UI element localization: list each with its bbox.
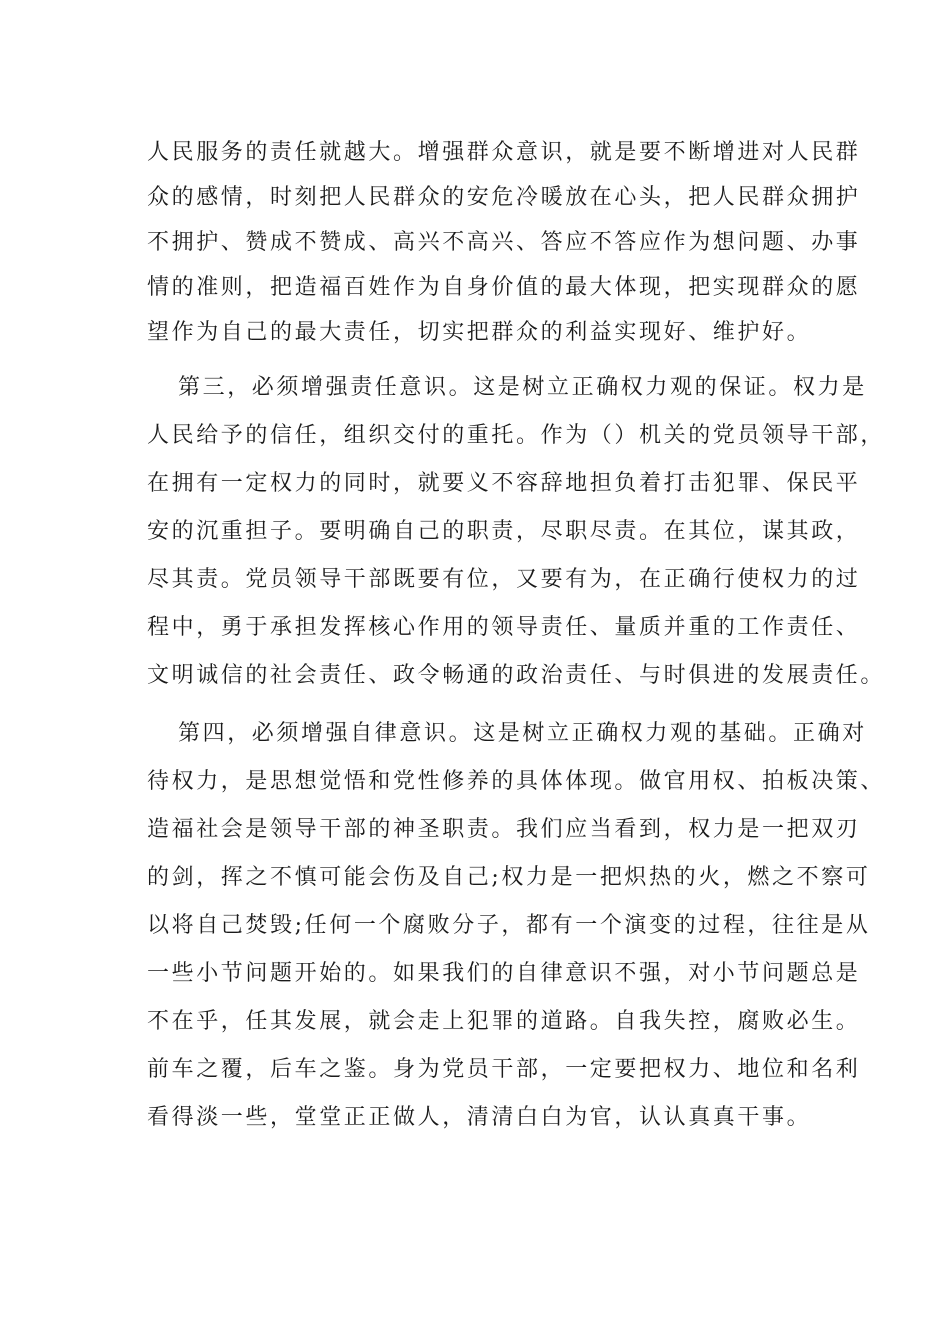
- text-line: 前车之覆，后车之鉴。身为党员干部，一定要把权力、地位和名利: [147, 1057, 861, 1082]
- text-line: 在拥有一定权力的同时，就要义不容辞地担负着打击犯罪、保民平: [147, 471, 861, 496]
- text-line: 尽其责。党员领导干部既要有位，又要有为，在正确行使权力的过: [147, 567, 861, 592]
- text-line: 待权力，是思想觉悟和党性修养的具体体现。做官用权、拍板决策、: [147, 769, 886, 794]
- text-line: 的剑，挥之不慎可能会伤及自己;权力是一把炽热的火，燃之不察可: [147, 865, 871, 890]
- text-line: 一些小节问题开始的。如果我们的自律意识不强，对小节问题总是: [147, 961, 861, 986]
- text-line: 人民给予的信任，组织交付的重托。作为（）机关的党员领导干部，: [147, 423, 886, 448]
- text-line: 以将自己焚毁;任何一个腐败分子，都有一个演变的过程，往往是从: [147, 913, 871, 938]
- text-line: 看得淡一些，堂堂正正做人，清清白白为官，认认真真干事。: [147, 1105, 812, 1130]
- text-line: 文明诚信的社会责任、政令畅通的政治责任、与时俱进的发展责任。: [147, 663, 886, 688]
- text-line: 人民服务的责任就越大。增强群众意识，就是要不断增进对人民群: [147, 140, 861, 165]
- text-line: 安的沉重担子。要明确自己的职责，尽职尽责。在其位，谋其政，: [147, 519, 861, 544]
- text-line: 程中，勇于承担发挥核心作用的领导责任、量质并重的工作责任、: [147, 615, 861, 640]
- text-line: 不拥护、赞成不赞成、高兴不高兴、答应不答应作为想问题、办事: [147, 230, 861, 255]
- paragraph-first-line: 第三，必须增强责任意识。这是树立正确权力观的保证。权力是: [178, 375, 867, 400]
- text-line: 众的感情，时刻把人民群众的安危冷暖放在心头，把人民群众拥护: [147, 185, 861, 210]
- text-line: 望作为自己的最大责任，切实把群众的利益实现好、维护好。: [147, 320, 812, 345]
- paragraph-first-line: 第四，必须增强自律意识。这是树立正确权力观的基础。正确对: [178, 721, 867, 746]
- text-line: 造福社会是领导干部的神圣职责。我们应当看到，权力是一把双刃: [147, 817, 861, 842]
- text-line: 情的准则，把造福百姓作为自身价值的最大体现，把实现群众的愿: [147, 275, 861, 300]
- text-line: 不在乎，任其发展，就会走上犯罪的道路。自我失控，腐败必生。: [147, 1009, 861, 1034]
